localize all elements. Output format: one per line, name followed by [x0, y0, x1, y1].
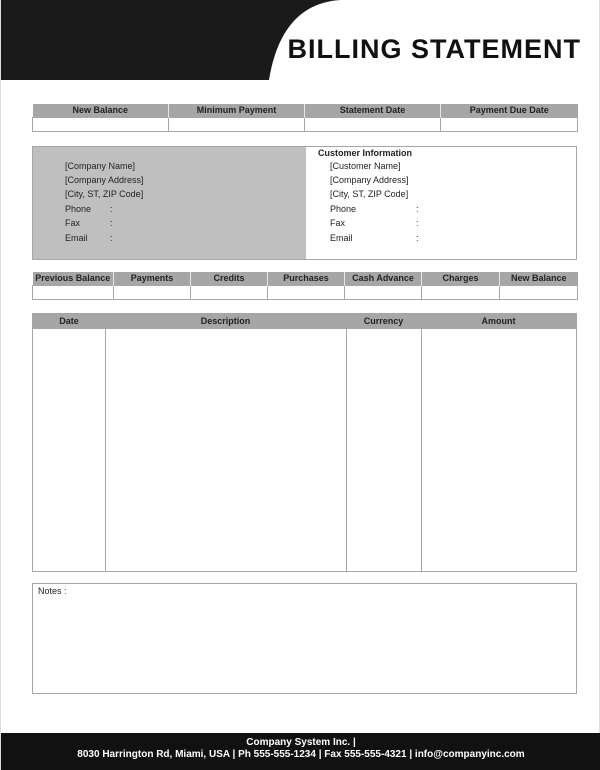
account-value-new-balance[interactable] — [500, 285, 578, 299]
notes-box[interactable] — [32, 583, 577, 694]
account-header-purchases: Purchases — [268, 272, 345, 285]
company-email-separator: : — [110, 233, 113, 243]
customer-phone-label: Phone — [330, 204, 357, 214]
summary-header-row — [33, 104, 578, 117]
customer-phone-separator: : — [416, 204, 419, 214]
account-header-cash-advance: Cash Advance — [345, 272, 422, 285]
summary-value-row — [33, 117, 578, 131]
customer-fax-separator: : — [416, 218, 419, 228]
company-phone-label: Phone — [65, 204, 92, 214]
summary-header-payment-due-date: Payment Due Date — [441, 104, 578, 117]
transactions-header-row — [33, 314, 576, 329]
transactions-date-column[interactable] — [33, 329, 105, 571]
company-phone-separator: : — [110, 204, 113, 214]
company-name: [Company Name] — [65, 161, 136, 171]
footer-bar — [1, 733, 600, 770]
account-header-new-balance: New Balance — [500, 272, 578, 285]
summary-value-statement-date[interactable] — [305, 117, 441, 131]
transactions-table — [32, 313, 577, 572]
account-header-credits: Credits — [191, 272, 268, 285]
notes-label: Notes : — [38, 586, 67, 596]
account-value-charges[interactable] — [422, 285, 500, 299]
transactions-currency-column[interactable] — [347, 329, 421, 571]
summary-header-new-balance: New Balance — [33, 104, 169, 117]
summary-header-minimum-payment: Minimum Payment — [169, 104, 305, 117]
account-value-previous-balance[interactable] — [33, 285, 114, 299]
customer-city: [City, ST, ZIP Code] — [330, 189, 409, 199]
transactions-amount-column[interactable] — [422, 329, 576, 571]
summary-value-minimum-payment[interactable] — [169, 117, 305, 131]
account-value-credits[interactable] — [191, 285, 268, 299]
customer-email-label: Email — [330, 233, 353, 243]
transactions-header-date: Date — [59, 316, 79, 326]
account-header-payments: Payments — [114, 272, 191, 285]
company-fax-label: Fax — [65, 218, 81, 228]
company-address: [Company Address] — [65, 175, 144, 185]
info-box — [32, 146, 577, 260]
summary-value-payment-due-date[interactable] — [441, 117, 578, 131]
account-header-row — [33, 272, 578, 285]
summary-header-statement-date: Statement Date — [305, 104, 441, 117]
company-city: [City, ST, ZIP Code] — [65, 189, 144, 199]
footer-company-name: Company System Inc. | — [246, 737, 356, 748]
customer-fax-label: Fax — [330, 218, 346, 228]
customer-info-panel — [306, 147, 576, 259]
account-value-cash-advance[interactable] — [345, 285, 422, 299]
customer-name: [Customer Name] — [330, 161, 401, 171]
summary-table — [32, 104, 578, 132]
account-value-row — [33, 285, 578, 299]
customer-address: [Company Address] — [330, 175, 409, 185]
customer-info-title: Customer Information — [318, 148, 413, 158]
transactions-header-currency: Currency — [363, 316, 404, 326]
page-title: BILLING STATEMENT — [287, 34, 581, 64]
account-activity-table — [32, 272, 578, 300]
account-value-payments[interactable] — [114, 285, 191, 299]
account-header-previous-balance: Previous Balance — [33, 272, 114, 285]
transactions-description-column[interactable] — [106, 329, 346, 571]
company-info-panel — [33, 147, 306, 259]
company-email-label: Email — [65, 233, 88, 243]
company-fax-separator: : — [110, 218, 113, 228]
account-header-charges: Charges — [422, 272, 500, 285]
summary-value-new-balance[interactable] — [33, 117, 169, 131]
customer-email-separator: : — [416, 233, 419, 243]
transactions-header-description: Description — [200, 316, 251, 326]
footer-contact-info: 8030 Harrington Rd, Miami, USA | Ph 555-555-1234 | Fax 555-555-4321 | info@companyinc.com — [77, 749, 525, 760]
transactions-header-amount: Amount — [481, 316, 516, 326]
account-value-purchases[interactable] — [268, 285, 345, 299]
